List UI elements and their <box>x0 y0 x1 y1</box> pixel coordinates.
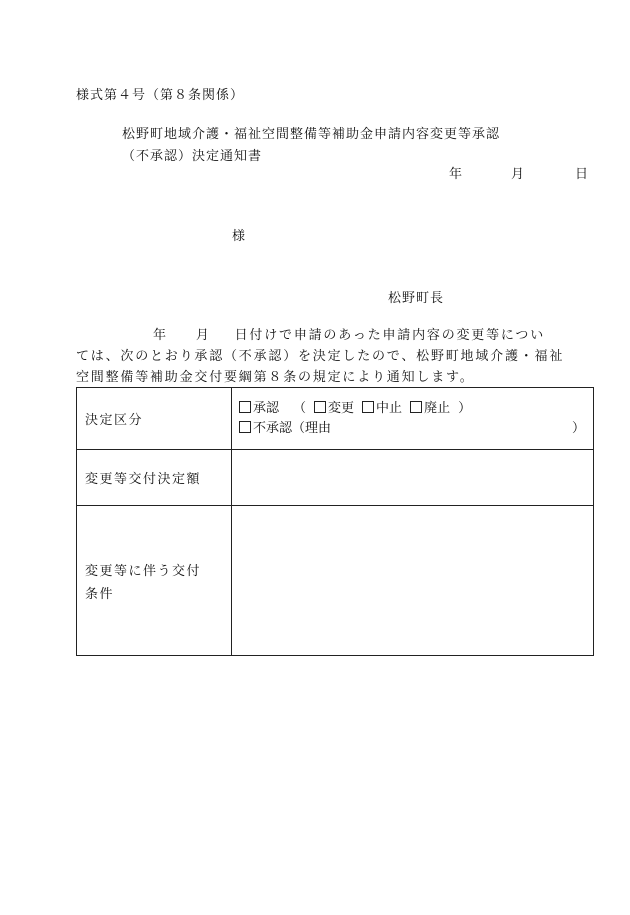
conditions-value[interactable] <box>232 506 594 656</box>
notice-body <box>76 325 596 388</box>
change-checkbox[interactable] <box>314 401 326 413</box>
approve-checkbox[interactable] <box>239 401 251 413</box>
grant-amount-label: 変更等交付決定額 <box>77 450 232 506</box>
decision-table <box>76 387 594 656</box>
grant-amount-value[interactable] <box>232 450 594 506</box>
body-line2: ては、次のとおり承認（不承認）を決定したので、松野町地域介護・福祉 <box>76 349 565 364</box>
abolish-label: 廃止 <box>424 400 451 416</box>
date-day: 日 <box>575 167 589 182</box>
issuer-name: 松野町長 <box>388 291 445 306</box>
paren-open: （ <box>293 400 307 416</box>
suspend-checkbox[interactable] <box>362 401 374 413</box>
approve-line <box>239 399 593 419</box>
body-month: 月 <box>195 328 211 343</box>
paren-close: ） <box>458 400 472 416</box>
recipient-suffix: 様 <box>232 229 246 244</box>
body-line1 <box>76 325 596 346</box>
document-title-line2: （不承認）決定通知書 <box>122 149 263 164</box>
conditions-label <box>77 506 232 656</box>
date-year: 年 <box>449 167 463 182</box>
reason-close-paren: ） <box>571 420 585 436</box>
change-label: 変更 <box>328 400 355 416</box>
abolish-checkbox[interactable] <box>410 401 422 413</box>
decision-category-value <box>232 388 594 450</box>
suspend-label: 中止 <box>376 400 403 416</box>
grant-amount-row <box>77 450 594 506</box>
disapprove-line <box>239 419 593 439</box>
body-line1-rest: 日付けで申請のあった申請内容の変更等につい <box>234 328 546 343</box>
disapprove-checkbox[interactable] <box>239 421 251 433</box>
conditions-label-line2: 条件 <box>85 586 115 602</box>
conditions-label-line1: 変更等に伴う交付 <box>85 563 202 579</box>
body-line3: 空間整備等補助金交付要綱第８条の規定により通知します。 <box>76 370 475 385</box>
conditions-row <box>77 506 594 656</box>
decision-row <box>77 388 594 450</box>
disapprove-label: 不承認（理由 <box>253 420 332 436</box>
date-month: 月 <box>511 167 525 182</box>
body-year: 年 <box>153 328 168 343</box>
form-number: 様式第４号（第８条関係） <box>76 88 245 103</box>
approve-label: 承認 <box>253 400 280 416</box>
decision-category-label: 決定区分 <box>77 388 232 450</box>
document-title-line1: 松野町地域介護・福祉空間整備等補助金申請内容変更等承認 <box>122 127 501 142</box>
